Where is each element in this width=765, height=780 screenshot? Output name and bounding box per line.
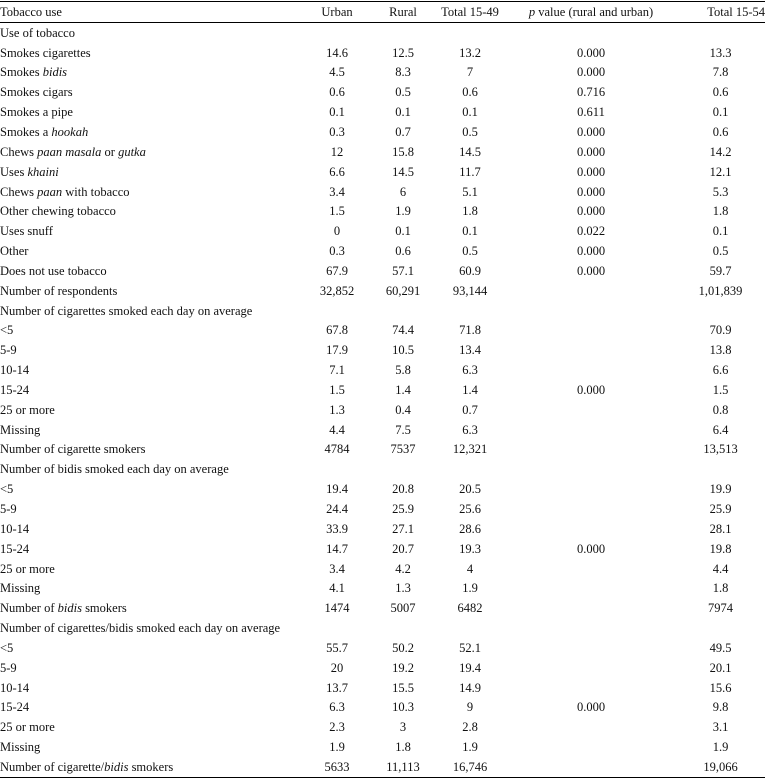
cell-total-15-54: 0.6 <box>712 85 729 100</box>
row-label-segment: Missing <box>0 740 41 755</box>
cell-rural: 3 <box>399 720 407 735</box>
table-row <box>0 43 765 63</box>
cell-rural: 15.5 <box>392 680 414 695</box>
row-label-segment: Smokes <box>0 65 43 80</box>
row-label-segment: Chews <box>0 144 38 159</box>
header-total-15-54: Total 15-54 <box>707 4 765 19</box>
row-label <box>0 201 302 221</box>
table-row <box>0 281 765 301</box>
row-label-segment: 15-24 <box>0 700 30 715</box>
row-label-segment: gutka <box>118 144 146 159</box>
cell-urban: 4.5 <box>329 65 345 80</box>
cell-urban: 4.4 <box>329 422 345 437</box>
table-header <box>0 2 765 23</box>
row-label <box>0 162 302 182</box>
row-label <box>0 63 302 83</box>
cell-urban: 6.6 <box>329 164 345 179</box>
table-body <box>0 22 765 777</box>
cell-total-15-49: 19.3 <box>459 541 481 556</box>
row-label-segment: Number of cigarette smokers <box>0 442 146 457</box>
row-label <box>0 638 302 658</box>
row-label <box>0 698 302 718</box>
row-label-segment: 25 or more <box>0 561 55 576</box>
row-label-segment: bidis <box>57 601 82 616</box>
cell-total-15-49: 12,321 <box>452 442 488 457</box>
header-tobacco-use: Tobacco use <box>0 4 62 19</box>
cell-urban: 13.7 <box>326 680 348 695</box>
cell-urban: 19.4 <box>326 482 348 497</box>
cell-total-15-49: 1.9 <box>462 581 478 596</box>
cell-total-15-54: 1.8 <box>712 581 729 596</box>
cell-urban: 20 <box>330 660 344 675</box>
cell-rural: 74.4 <box>392 323 414 338</box>
row-label-segment: Missing <box>0 581 41 596</box>
cell-rural: 15.8 <box>392 144 414 159</box>
cell-rural: 5.8 <box>395 363 411 378</box>
cell-rural: 57.1 <box>392 263 414 278</box>
cell-rural: 1.3 <box>395 581 411 596</box>
cell-total-15-49: 13.2 <box>459 45 481 60</box>
cell-rural: 0.4 <box>395 402 411 417</box>
cell-total-15-54: 6.6 <box>712 363 729 378</box>
cell-urban: 0 <box>333 224 341 239</box>
row-label <box>0 43 302 63</box>
cell-rural: 4.2 <box>395 561 411 576</box>
row-label-segment: Other chewing tobacco <box>0 204 116 219</box>
row-label-segment: 25 or more <box>0 402 55 417</box>
row-label-segment: with tobacco <box>62 184 130 199</box>
cell-total-15-54: 6.4 <box>712 422 729 437</box>
row-label <box>0 400 302 420</box>
row-label-segment: paan masala <box>37 144 102 159</box>
cell-total-15-54: 5.3 <box>712 184 729 199</box>
cell-total-15-54: 0.1 <box>712 105 729 120</box>
cell-urban: 1.5 <box>329 382 345 397</box>
row-label-segment: 25 or more <box>0 720 55 735</box>
cell-rural: 0.7 <box>395 124 411 139</box>
row-label-segment: Smokes cigarettes <box>0 45 91 60</box>
cell-total-15-49: 0.7 <box>462 402 478 417</box>
cell-p-value <box>506 281 676 301</box>
cell-urban: 3.4 <box>329 184 345 199</box>
section-header-row <box>0 618 765 638</box>
row-label-segment: smokers <box>128 759 174 774</box>
cell-total-15-54: 3.1 <box>712 720 729 735</box>
cell-total-15-54: 25.9 <box>709 502 732 517</box>
cell-total-15-54: 12.1 <box>709 164 732 179</box>
section-title: Number of cigarettes smoked each day on average <box>0 303 253 318</box>
cell-total-15-54: 0.8 <box>712 402 729 417</box>
cell-urban: 4784 <box>324 442 350 457</box>
row-label-segment: <5 <box>0 323 14 338</box>
section-header-row <box>0 22 765 42</box>
cell-p-value: 0.000 <box>576 263 606 278</box>
cell-total-15-54: 0.6 <box>712 124 729 139</box>
cell-p-value: 0.000 <box>576 244 606 259</box>
cell-p-value: 0.000 <box>576 700 606 715</box>
cell-total-15-54: 9.8 <box>712 700 729 715</box>
table-row <box>0 638 765 658</box>
cell-total-15-49: 1.4 <box>462 382 478 397</box>
cell-p-value: 0.000 <box>576 204 606 219</box>
cell-rural: 50.2 <box>392 640 414 655</box>
cell-total-15-49: 1.9 <box>462 740 478 755</box>
row-label-segment: khaini <box>27 164 59 179</box>
cell-rural: 0.6 <box>395 244 411 259</box>
cell-p-value: 0.000 <box>576 541 606 556</box>
table-row <box>0 82 765 102</box>
row-label-segment: <5 <box>0 640 14 655</box>
table-row <box>0 142 765 162</box>
row-label <box>0 360 302 380</box>
cell-urban: 67.8 <box>326 323 348 338</box>
cell-urban: 67.9 <box>326 263 348 278</box>
row-label-segment: Smokes a <box>0 124 52 139</box>
cell-total-15-54: 19,066 <box>703 759 738 774</box>
cell-urban: 24.4 <box>326 502 348 517</box>
row-label-segment: hookah <box>51 124 89 139</box>
cell-total-15-49: 1.8 <box>462 204 478 219</box>
row-label-segment: Smokes cigars <box>0 85 73 100</box>
cell-rural: 12.5 <box>392 45 414 60</box>
cell-urban: 14.6 <box>326 45 348 60</box>
cell-total-15-54: 0.1 <box>712 224 729 239</box>
row-label-segment: Uses snuff <box>0 224 53 239</box>
table-row <box>0 102 765 122</box>
row-label <box>0 182 302 202</box>
row-label-segment: Number of cigarette/ <box>0 759 105 774</box>
row-label <box>0 598 302 618</box>
cell-total-15-49: 52.1 <box>459 640 481 655</box>
cell-total-15-54: 19.9 <box>709 482 732 497</box>
cell-total-15-49: 13.4 <box>459 343 481 358</box>
cell-rural: 20.7 <box>392 541 414 556</box>
cell-total-15-54: 70.9 <box>709 323 732 338</box>
row-label-segment: Number of respondents <box>0 283 118 298</box>
cell-p-value: 0.000 <box>576 45 606 60</box>
header-rural: Rural <box>389 4 417 19</box>
cell-rural: 7.5 <box>395 422 411 437</box>
cell-total-15-54: 7.8 <box>712 65 729 80</box>
row-label-segment: Chews <box>0 184 38 199</box>
cell-total-15-54: 28.1 <box>709 521 732 536</box>
cell-rural: 20.8 <box>392 482 414 497</box>
cell-total-15-49: 4 <box>466 561 474 576</box>
table-row <box>0 122 765 142</box>
row-label-segment: Smokes a pipe <box>0 105 73 120</box>
row-label-segment: bidis <box>42 65 68 80</box>
row-label-segment: 10-14 <box>0 680 30 695</box>
row-label <box>0 578 302 598</box>
row-label <box>0 82 302 102</box>
cell-rural: 0.1 <box>395 105 411 120</box>
table-row <box>0 63 765 83</box>
section-title: Use of tobacco <box>0 25 75 40</box>
cell-total-15-54: 13.8 <box>709 343 732 358</box>
row-label-segment: 5-9 <box>0 502 17 517</box>
cell-total-15-49: 6.3 <box>462 363 478 378</box>
row-label <box>0 380 302 400</box>
cell-urban: 0.3 <box>329 244 345 259</box>
row-label <box>0 261 302 281</box>
row-label <box>0 678 302 698</box>
cell-total-15-49: 16,746 <box>452 759 488 774</box>
cell-total-15-49: 0.6 <box>462 85 478 100</box>
cell-rural: 6 <box>399 184 407 199</box>
cell-total-15-54: 1,01,839 <box>698 283 743 298</box>
row-label <box>0 102 302 122</box>
cell-rural: 25.9 <box>392 502 414 517</box>
cell-total-15-54: 14.2 <box>709 144 732 159</box>
cell-urban: 12 <box>330 144 344 159</box>
row-label-segment: 15-24 <box>0 382 30 397</box>
table-row <box>0 182 765 202</box>
row-label-segment: 5-9 <box>0 660 17 675</box>
cell-total-15-54: 1.5 <box>712 382 729 397</box>
cell-rural: 1.4 <box>395 382 411 397</box>
row-label-segment: Missing <box>0 422 41 437</box>
cell-urban: 1474 <box>324 601 350 616</box>
table-row <box>0 241 765 261</box>
cell-rural: 27.1 <box>392 521 414 536</box>
cell-p-value: 0.000 <box>576 184 606 199</box>
cell-total-15-49: 5.1 <box>462 184 478 199</box>
cell-total-15-49: 2.8 <box>462 720 478 735</box>
cell-rural: 11,113 <box>386 759 420 774</box>
table-row <box>0 221 765 241</box>
cell-total-15-49: 14.9 <box>459 680 481 695</box>
cell-p-value: 0.022 <box>576 224 606 239</box>
cell-total-15-49: 60.9 <box>459 263 481 278</box>
row-label-segment: <5 <box>0 482 14 497</box>
cell-p-value: 0.000 <box>576 144 606 159</box>
row-label <box>0 221 302 241</box>
cell-rural: 0.1 <box>395 224 411 239</box>
row-label <box>0 241 302 261</box>
row-label <box>0 479 302 499</box>
cell-urban: 0.6 <box>329 85 345 100</box>
row-label <box>0 340 302 360</box>
cell-p-value: 0.000 <box>576 164 606 179</box>
header-total-15-49: Total 15-49 <box>441 4 499 19</box>
cell-p-value: 0.000 <box>576 382 606 397</box>
section-title: Number of bidis smoked each day on average <box>0 462 229 477</box>
row-label <box>0 440 302 460</box>
cell-rural: 0.5 <box>395 85 411 100</box>
cell-total-15-54: 13.3 <box>709 45 732 60</box>
cell-total-15-54: 15.6 <box>709 680 732 695</box>
row-label <box>0 321 302 341</box>
cell-total-15-49: 0.1 <box>462 224 478 239</box>
cell-urban: 5633 <box>324 759 350 774</box>
cell-total-15-54: 0.5 <box>712 244 729 259</box>
cell-urban: 0.3 <box>329 124 345 139</box>
table-row <box>0 162 765 182</box>
cell-total-15-54: 4.4 <box>712 561 729 576</box>
cell-rural: 10.5 <box>392 343 414 358</box>
cell-urban: 1.5 <box>329 204 345 219</box>
section-title: Number of cigarettes/bidis smoked each day on average <box>0 621 281 636</box>
cell-total-15-49: 0.1 <box>462 105 478 120</box>
cell-urban: 0.1 <box>329 105 345 120</box>
cell-p-value: 0.000 <box>576 124 606 139</box>
cell-total-15-49: 11.7 <box>459 164 481 179</box>
cell-urban: 3.4 <box>329 561 345 576</box>
row-label <box>0 539 302 559</box>
header-p-value <box>506 2 676 23</box>
cell-total-15-54: 19.8 <box>709 541 732 556</box>
cell-total-15-49: 7 <box>466 65 474 80</box>
cell-urban: 14.7 <box>326 541 348 556</box>
cell-total-15-49: 6482 <box>457 601 483 616</box>
cell-urban: 4.1 <box>329 581 345 596</box>
row-label-segment: 10-14 <box>0 363 30 378</box>
row-label-segment: 15-24 <box>0 541 30 556</box>
cell-total-15-49: 93,144 <box>452 283 488 298</box>
cell-p-value: 0.716 <box>576 85 606 100</box>
cell-urban: 1.9 <box>329 740 345 755</box>
cell-urban: 7.1 <box>329 363 345 378</box>
cell-total-15-49: 6.3 <box>462 422 478 437</box>
cell-total-15-54: 13,513 <box>703 442 738 457</box>
row-label-segment: 10-14 <box>0 521 30 536</box>
row-label <box>0 142 302 162</box>
cell-rural: 14.5 <box>392 164 414 179</box>
cell-total-15-49: 9 <box>466 700 474 715</box>
row-label-segment: Uses <box>0 164 28 179</box>
row-label-segment: 5-9 <box>0 343 17 358</box>
row-label <box>0 658 302 678</box>
cell-total-15-54: 49.5 <box>709 640 732 655</box>
cell-total-15-54: 1.9 <box>712 740 729 755</box>
row-label <box>0 519 302 539</box>
row-label-segment: paan <box>37 184 63 199</box>
cell-rural: 1.8 <box>395 740 411 755</box>
row-label-segment: Does not use tobacco <box>0 263 107 278</box>
cell-urban: 55.7 <box>326 640 348 655</box>
cell-rural: 19.2 <box>392 660 414 675</box>
cell-total-15-49: 14.5 <box>459 144 481 159</box>
cell-total-15-49: 28.6 <box>459 521 481 536</box>
cell-rural: 10.3 <box>392 700 414 715</box>
table-row <box>0 479 765 499</box>
cell-p-value: 0.000 <box>576 65 606 80</box>
cell-total-15-54: 20.1 <box>709 660 732 675</box>
header-p-rest: value (rural and urban) <box>535 4 654 19</box>
cell-total-15-54: 1.8 <box>712 204 729 219</box>
row-label-segment: or <box>101 144 119 159</box>
header-row <box>0 2 765 23</box>
cell-total-15-49: 20.5 <box>459 482 481 497</box>
tobacco-use-table <box>0 1 765 778</box>
cell-urban: 2.3 <box>329 720 345 735</box>
cell-rural: 60,291 <box>385 283 421 298</box>
cell-urban: 6.3 <box>329 700 345 715</box>
row-label <box>0 559 302 579</box>
row-label-segment: smokers <box>81 601 127 616</box>
cell-rural: 8.3 <box>395 65 411 80</box>
row-label-segment: Number of <box>0 601 58 616</box>
cell-total-15-49: 0.5 <box>462 124 478 139</box>
cell-total-15-54: 59.7 <box>709 263 732 278</box>
cell-rural: 7537 <box>390 442 416 457</box>
cell-total-15-49: 71.8 <box>459 323 481 338</box>
cell-total-15-54: 7974 <box>708 601 733 616</box>
header-urban: Urban <box>321 4 353 19</box>
cell-urban: 17.9 <box>326 343 348 358</box>
cell-total-15-49: 25.6 <box>459 502 481 517</box>
cell-rural: 5007 <box>390 601 416 616</box>
row-label <box>0 281 302 301</box>
header-p-italic: p <box>528 4 536 19</box>
cell-total-15-49: 0.5 <box>462 244 478 259</box>
row-label <box>0 420 302 440</box>
row-label <box>0 757 302 777</box>
cell-urban: 32,852 <box>319 283 355 298</box>
cell-p-value: 0.611 <box>577 105 605 120</box>
table-row <box>0 261 765 281</box>
cell-urban: 33.9 <box>326 521 348 536</box>
row-label <box>0 122 302 142</box>
row-label-segment: Other <box>0 244 29 259</box>
row-label <box>0 737 302 757</box>
cell-total-15-49: 19.4 <box>459 660 481 675</box>
cell-urban: 1.3 <box>329 402 345 417</box>
row-label <box>0 499 302 519</box>
row-label-segment: bidis <box>104 759 129 774</box>
table-row <box>0 321 765 341</box>
row-label <box>0 717 302 737</box>
table-row <box>0 201 765 221</box>
section-header-row <box>0 301 765 321</box>
cell-rural: 1.9 <box>395 204 411 219</box>
section-header-row <box>0 459 765 479</box>
